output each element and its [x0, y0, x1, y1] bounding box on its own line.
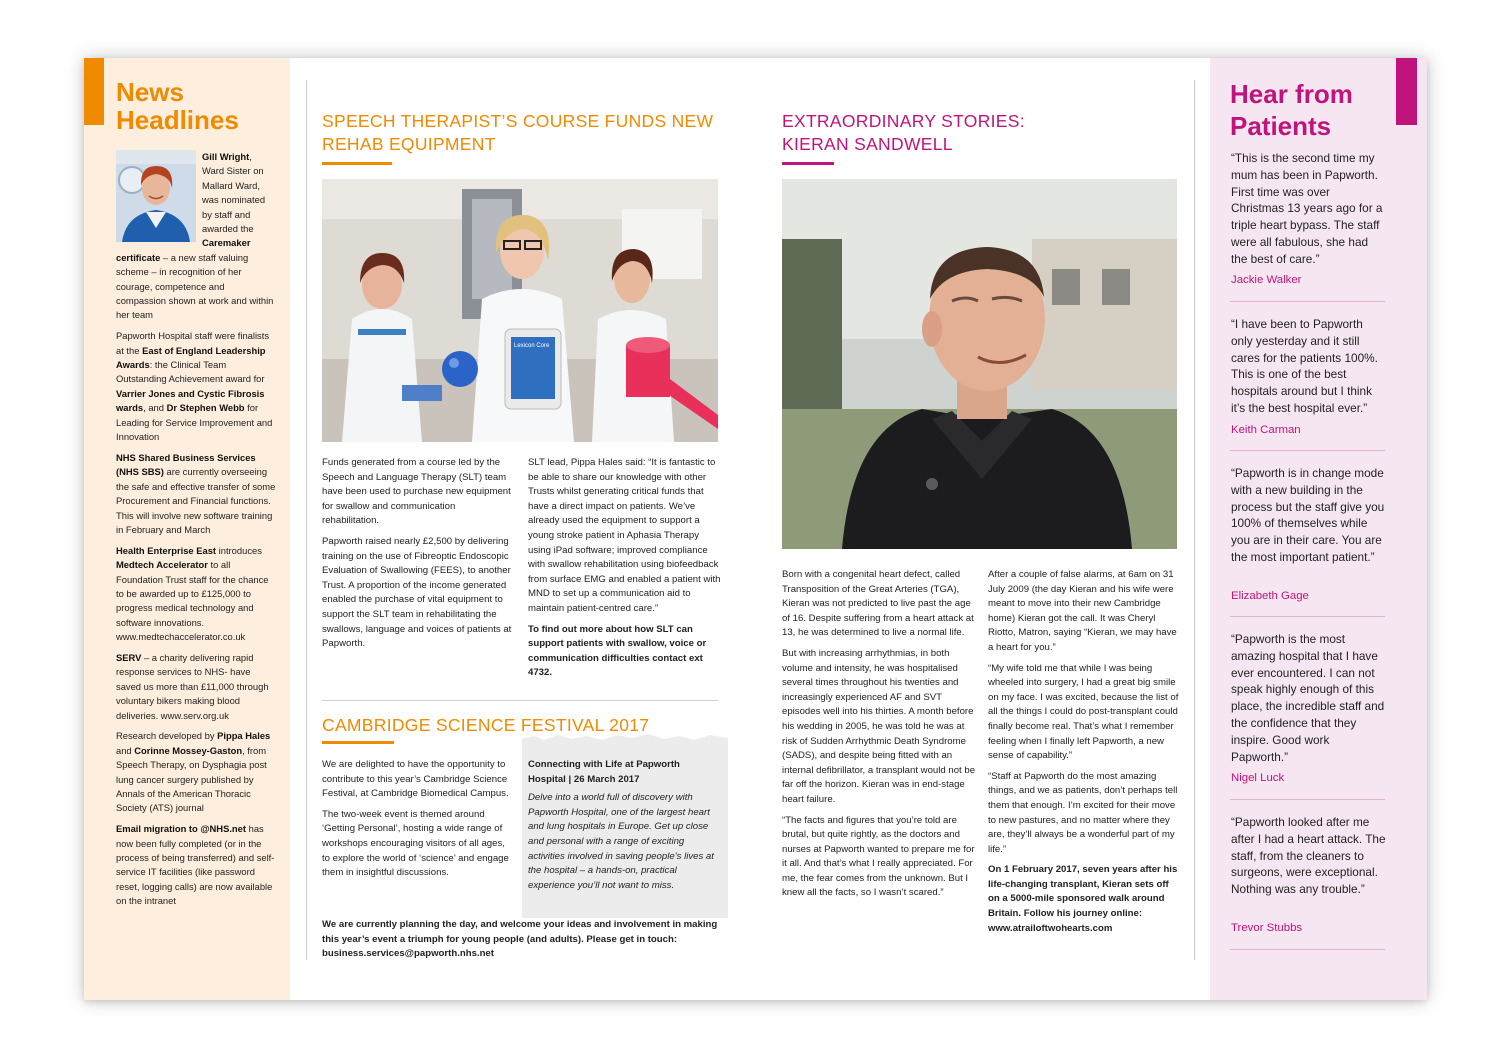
kieran-article-col2: After a couple of false alarms, at 6am on 31 July 2009 (the day Kieran and his wife were meant to move into their new Cambridge home) Kieran got the call. It was Cheryl Riotto, Matron, saying “Kieran, we may have a heart for you.” “My wife told me that while I was being wheeled into surgery, I had a great big smile on my face. I was excited, because the list of all the things I could do post-transplant could finally become real. That’s what I remember feeling when I finally left Papworth, a new sense of capability.” “Staff at Papworth do the most amazing things, and we as patients, don’t perhaps tell them that enough. I’m excited for their move to new pastures, and no matter where they are, they’ll always be a wonderful part of my life.” On 1 February 2017, seven years after his life-changing transplant, Kieran sets off on a 5000-mile sponsored walk around Britain. Follow his journey online: www.atrailoftwohearts.com	[988, 569, 1179, 934]
column-divider-left	[306, 80, 307, 960]
kieran-heading-underline	[782, 162, 834, 165]
patient-quote-4: “Papworth is the most amazing hospital that I have ever encountered. I can not speak highly enough of this place, the incredible staff and the confidence that they inspire. Good work Papworth.”	[1231, 632, 1385, 764]
patient-quote-3: “Papworth is in change mode with a new building in the process but the staff give you 100% of themselves while you are in their care. You are the most important patient.”	[1231, 466, 1385, 564]
festival-text: We are delighted to have the opportunity to contribute to this year’s Cambridge Science Festival, at Cambridge Biomedical Campus. The two-week event is themed around ‘Getting Personal’, hosting a wide range of workshops encouraging visitors of all ages, to explore the world of ‘science’ and engage them in insightful discussions.	[322, 759, 509, 879]
speech-article-col1: Funds generated from a course led by the Speech and Language Therapy (SLT) team have been used to purchase new equipment for swallow and communication rehabilitation. Papworth raised nearly £2,500 by delivering training on the use of Fibreoptic Endoscopic Evaluation of Swallowing (FEES), to another Trust. A proportion of the income generated enabled the purchase of vital equipment to support the SLT team in rehabilitating the swallows, language and voices of patients at Papworth.	[322, 457, 512, 650]
speech-heading-underline	[322, 162, 392, 165]
quote-divider-4	[1230, 799, 1385, 800]
column-divider-right	[1194, 80, 1195, 960]
kieran-article-heading: EXTRAORDINARY STORIES: KIERAN SANDWELL	[782, 111, 1025, 154]
news-headlines-title: News Headlines	[116, 77, 239, 135]
news-item-serv: SERV – a charity delivering rapid response services to NHS- have saved us more than £11,000 through voluntary bikers making blood deliveries. www.serv.org.uk	[116, 651, 269, 721]
patient-name-4: Nigel Luck	[1231, 772, 1285, 784]
ipad-screen-text: Lexicon Core	[514, 343, 550, 349]
patient-name-3: Elizabeth Gage	[1231, 590, 1309, 602]
patient-name-2: Keith Carman	[1231, 424, 1301, 436]
kieran-sandwell-photo	[782, 179, 1177, 549]
news-item-gill-wright: Gill Wright, Ward Sister on Mallard Ward, was nominated by staff and awarded the Caremaker certificate – a new staff valuing scheme – in recognition of her courage, competence and compassion shown at work and within her team	[116, 151, 274, 321]
news-item-medtech: Health Enterprise East introduces Medtech Accelerator to all Foundation Trust staff for the chance to be awarded up to £125,000 to progress medical technology and software innovations. www.medtechaccelerator.co.uk	[116, 544, 269, 643]
patient-quote-2: “I have been to Papworth only yesterday and it still cares for the patients 100%. This is one of the best hospitals around but I think it’s the best hospital ever.”	[1231, 317, 1378, 415]
news-item-leadership-awards: Papworth Hospital staff were finalists at the East of England Leadership Awards: the Clinical Team Outstanding Achievement award for Varrier Jones and Cystic Fibrosis wards, and Dr Stephen Webb for Leading for Service Improvement and Innovation	[116, 330, 273, 443]
patient-quote-1: “This is the second time my mum has been in Papworth. First time was over Christmas 13 years ago for a triple heart bypass. The staff were all fabulous, she had the best of care.”	[1231, 151, 1383, 266]
speech-article-heading: SPEECH THERAPIST’S COURSE FUNDS NEW REHAB EQUIPMENT	[322, 111, 714, 154]
news-item-email-migration: Email migration to @NHS.net has now been fully completed (or in the process of being transferred) and self-service IT facilities (like password reset, logging calls) are now available on the intranet	[116, 823, 275, 907]
section-divider	[322, 700, 718, 701]
patient-quote-5: “Papworth looked after me after I had a heart attack. The staff, from the cleaners to surgeons, were exceptional. Nothing was any trouble.”	[1231, 815, 1386, 897]
speech-article-col2: SLT lead, Pippa Hales said: “It is fantastic to be able to share our knowledge with other Trusts whilst generating critical funds that have a direct impact on patients. We’ve already used the equipment to support a young stroke patient in Aphasia Therapy using iPad software; improved compliance with swallow rehabilitation using biofeedback from surface EMG and enabled a patient with MND to set up a communication aid to maintain patient-centred care.” To find out more about how SLT can support patients with swallow, voice or communication difficulties contact ext 4732.	[528, 457, 721, 679]
quote-divider-1	[1230, 301, 1385, 302]
speech-therapists-photo	[322, 179, 718, 442]
hear-from-patients-title: Hear from Patients	[1230, 79, 1353, 141]
news-item-nhs-sbs: NHS Shared Business Services (NHS SBS) are currently overseeing the safe and effective transfer of some Procurement and Financial functions. This will involve new software training in February and March	[116, 451, 276, 535]
gill-wright-photo	[116, 150, 196, 242]
kieran-article-col1: Born with a congenital heart defect, called Transposition of the Great Arteries (TGA), Kieran was not predicted to live past the age of 16. Despite suffering from a heart attack at 13, he was determined to live a normal life. But with increasing arrhythmias, in both volume and intensity, he was hospitalised several times throughout his twenties and increasingly experienced AF and SVT episodes well into his thirties. A month before his wedding in 2005, he was told he was at risk of Sudden Arrhythmic Death Syndrome (SADS), and despite being fitted with an internal defibrillator, a transplant would not be far off the horizon. Kieran was in end-stage heart failure. “The facts and figures that you’re told are brutal, but quite rightly, as the doctors and nurses at Papworth wanted to prepare me for it all. And that’s what I really appreciated. For me, the fear comes from the unknown. But I knew all the facts, so I wasn’t scared.”	[782, 569, 976, 899]
patient-name-5: Trevor Stubbs	[1231, 922, 1303, 934]
festival-heading: CAMBRIDGE SCIENCE FESTIVAL 2017	[322, 715, 650, 735]
festival-event-text: Connecting with Life at Papworth Hospital | 26 March 2017 Delve into a world full of discovery with Papworth Hospital, one of the largest heart and lung hospitals in Europe. Get up close and personal with a range of exciting activities involved in saving people’s lives at the hospital – a hands-on, practical experience you’ll not want to miss.	[528, 759, 714, 891]
patient-name-1: Jackie Walker	[1231, 274, 1302, 286]
quote-divider-5	[1230, 949, 1385, 950]
orange-tab-marker	[84, 58, 104, 125]
festival-footer: We are currently planning the day, and welcome your ideas and involvement in making this year’s event a triumph for young people (and adults). Please get in touch: business.services@papworth.nhs.net	[322, 919, 718, 960]
festival-heading-underline	[322, 741, 394, 744]
quote-divider-3	[1230, 616, 1385, 617]
quote-divider-2	[1230, 450, 1385, 451]
news-item-research: Research developed by Pippa Hales and Corinne Mossey-Gaston, from Speech Therapy, on Dysphagia post lung cancer surgery published by Annals of the American Thoracic Society (ATS) journal	[116, 730, 271, 814]
magazine-spread	[84, 58, 1427, 1000]
news-headlines-text	[116, 150, 276, 915]
